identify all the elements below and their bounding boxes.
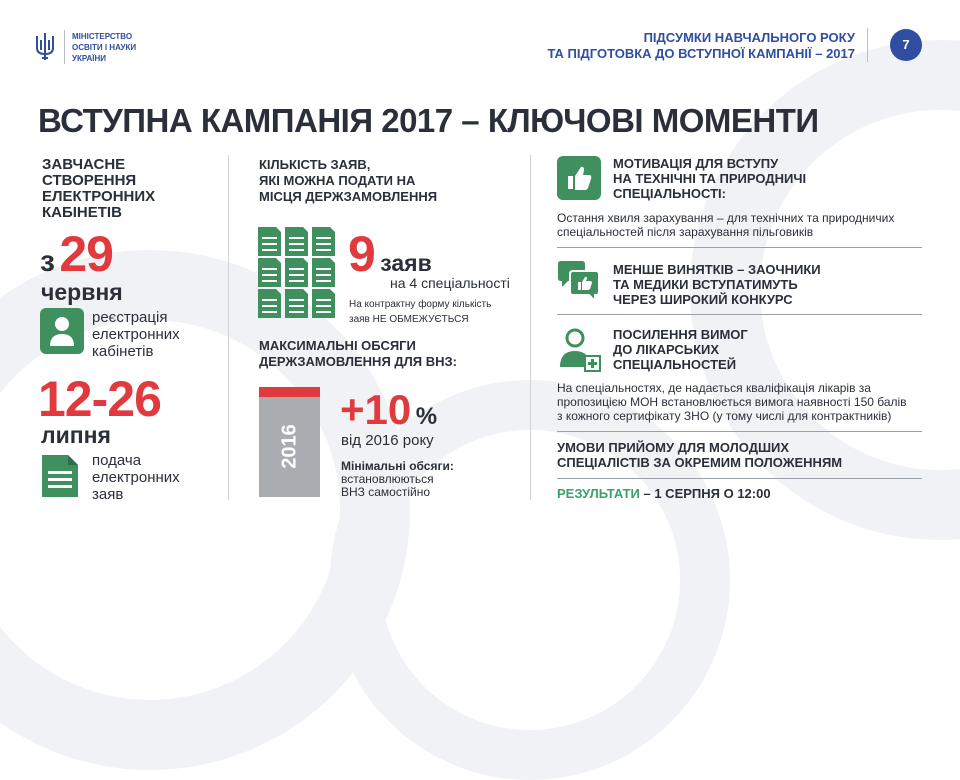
- item-separator: [557, 314, 922, 315]
- note-line: Мінімальні обсяги:: [341, 459, 454, 473]
- heading-line: МІСЦЯ ДЕРЖЗАМОВЛЕННЯ: [259, 189, 438, 204]
- caption-line: подача: [92, 452, 142, 469]
- page-number: 7: [902, 37, 910, 52]
- heading-line: СПЕЦІАЛЬНОСТЕЙ: [613, 357, 737, 372]
- heading-line: ПОСИЛЕННЯ ВИМОГ: [613, 327, 748, 342]
- volume-bar: [259, 387, 320, 497]
- page-number-badge: [890, 29, 922, 61]
- date1-day: 29: [59, 226, 113, 282]
- item2-heading: [613, 262, 821, 307]
- max-volume-heading: [259, 338, 457, 370]
- heading-line: ТА МЕДИКИ ВСТУПАТИМУТЬ: [613, 277, 798, 292]
- text-line: спеціальностей після зарахування пільговиків: [557, 225, 814, 239]
- header-subtitle: [547, 30, 855, 62]
- increase-unit: %: [415, 403, 438, 430]
- item-separator: [557, 247, 922, 248]
- text-line: На спеціальностях, де надається кваліфікація лікарів за: [557, 381, 871, 395]
- heading-line: СПЕЦІАЛІСТІВ ЗА ОКРЕМИМ ПОЛОЖЕННЯМ: [557, 455, 843, 470]
- min-volume-note: [341, 460, 454, 499]
- date2-month: липня: [41, 422, 111, 448]
- thumbs-up-icon: [557, 156, 601, 200]
- note-line: заяв НЕ ОБМЕЖУЄТЬСЯ: [349, 314, 469, 325]
- date1: [40, 225, 113, 283]
- subtitle-line: ПІДСУМКИ НАВЧАЛЬНОГО РОКУ: [643, 30, 855, 45]
- date1-caption: [92, 309, 180, 360]
- heading-line: КІЛЬКІСТЬ ЗАЯВ,: [259, 157, 371, 172]
- column-divider: [530, 155, 531, 500]
- applications-sub: на 4 спеціальності: [390, 275, 510, 291]
- ministry-line: УКРАЇНИ: [72, 54, 107, 63]
- bar-label: 2016: [278, 424, 301, 469]
- date1-month: червня: [41, 279, 123, 305]
- item-separator: [557, 431, 922, 432]
- date2-caption: [92, 452, 180, 503]
- caption-line: електронних: [92, 326, 180, 343]
- column-divider: [228, 155, 229, 500]
- increase-number: +10: [340, 386, 412, 433]
- results-text: – 1 СЕРПНЯ О 12:00: [639, 486, 771, 501]
- results-label: РЕЗУЛЬТАТИ: [557, 486, 640, 501]
- heading-line: МАКСИМАЛЬНІ ОБСЯГИ: [259, 338, 416, 353]
- text-line: Остання хвиля зарахування – для технічних та природничих: [557, 211, 895, 225]
- increase-from: від 2016 року: [341, 432, 434, 449]
- results-line: [557, 486, 771, 501]
- left-heading: [42, 157, 155, 221]
- text-line: з кожного сертифікату ЗНО (у тому числі для контрактників): [557, 409, 892, 423]
- ministry-logo: [34, 30, 204, 70]
- heading-line: ЕЛЕКТРОННИХ: [42, 188, 156, 205]
- page-title: ВСТУПНА КАМПАНІЯ 2017 – КЛЮЧОВІ МОМЕНТИ: [38, 102, 819, 139]
- heading-line: ЗАВЧАСНЕ: [42, 156, 126, 173]
- item3-heading: [613, 327, 748, 372]
- user-cabinet-icon: [40, 308, 84, 354]
- heading-line: СПЕЦІАЛЬНОСТІ:: [613, 186, 726, 201]
- heading-line: МЕНШЕ ВИНЯТКІВ – ЗАОЧНИКИ: [613, 262, 821, 277]
- chat-like-icon: [556, 260, 602, 304]
- ministry-line: ОСВІТИ І НАУКИ: [72, 43, 137, 52]
- heading-line: КАБІНЕТІВ: [42, 204, 122, 221]
- item1-heading: [613, 156, 806, 201]
- item3-text: [557, 381, 907, 423]
- note-line: ВНЗ самостійно: [341, 485, 431, 499]
- heading-line: ЯКІ МОЖНА ПОДАТИ НА: [259, 173, 416, 188]
- item-separator: [557, 478, 922, 479]
- heading-line: МОТИВАЦІЯ ДЛЯ ВСТУПУ: [613, 156, 779, 171]
- note-line: встановлюються: [341, 472, 434, 486]
- heading-line: ДО ЛІКАРСЬКИХ: [613, 342, 720, 357]
- bar-increase-segment: [259, 387, 320, 397]
- contract-note: [349, 297, 491, 327]
- date2-days: 12-26: [38, 371, 161, 427]
- trident-icon: [34, 32, 56, 62]
- ministry-name: [72, 31, 136, 64]
- increase-value: [340, 386, 437, 434]
- heading-line: ДЕРЖЗАМОВЛЕННЯ ДЛЯ ВНЗ:: [259, 354, 457, 369]
- applications-grid-icon: [258, 227, 336, 319]
- heading-line: НА ТЕХНІЧНІ ТА ПРИРОДНИЧІ: [613, 171, 807, 186]
- caption-line: електронних: [92, 469, 180, 486]
- header-divider: [867, 28, 868, 62]
- note-line: На контрактну форму кількість: [349, 299, 492, 310]
- date1-prefix: з: [40, 245, 55, 278]
- subtitle-line: ТА ПІДГОТОВКА ДО ВСТУПНОЇ КАМПАНІЇ – 2017: [547, 46, 855, 61]
- ministry-line: МІНІСТЕРСТВО: [72, 32, 133, 41]
- doctor-icon: [556, 327, 602, 373]
- document-icon: [40, 453, 80, 499]
- middle-heading: [259, 157, 437, 205]
- apps-count-number: 9: [348, 226, 376, 282]
- heading-line: СТВОРЕННЯ: [42, 172, 137, 189]
- text-line: пропозицією МОН встановлюється вимога наявності 150 балів: [557, 395, 907, 409]
- caption-line: заяв: [92, 486, 124, 503]
- caption-line: реєстрація: [92, 309, 168, 326]
- heading-line: ЧЕРЕЗ ШИРОКИЙ КОНКУРС: [613, 292, 793, 307]
- item1-text: [557, 211, 894, 239]
- heading-line: УМОВИ ПРИЙОМУ ДЛЯ МОЛОДШИХ: [557, 440, 790, 455]
- logo-divider: [64, 30, 65, 64]
- item4-heading: [557, 440, 842, 470]
- apps-count-word: заяв: [380, 250, 432, 276]
- caption-line: кабінетів: [92, 343, 154, 360]
